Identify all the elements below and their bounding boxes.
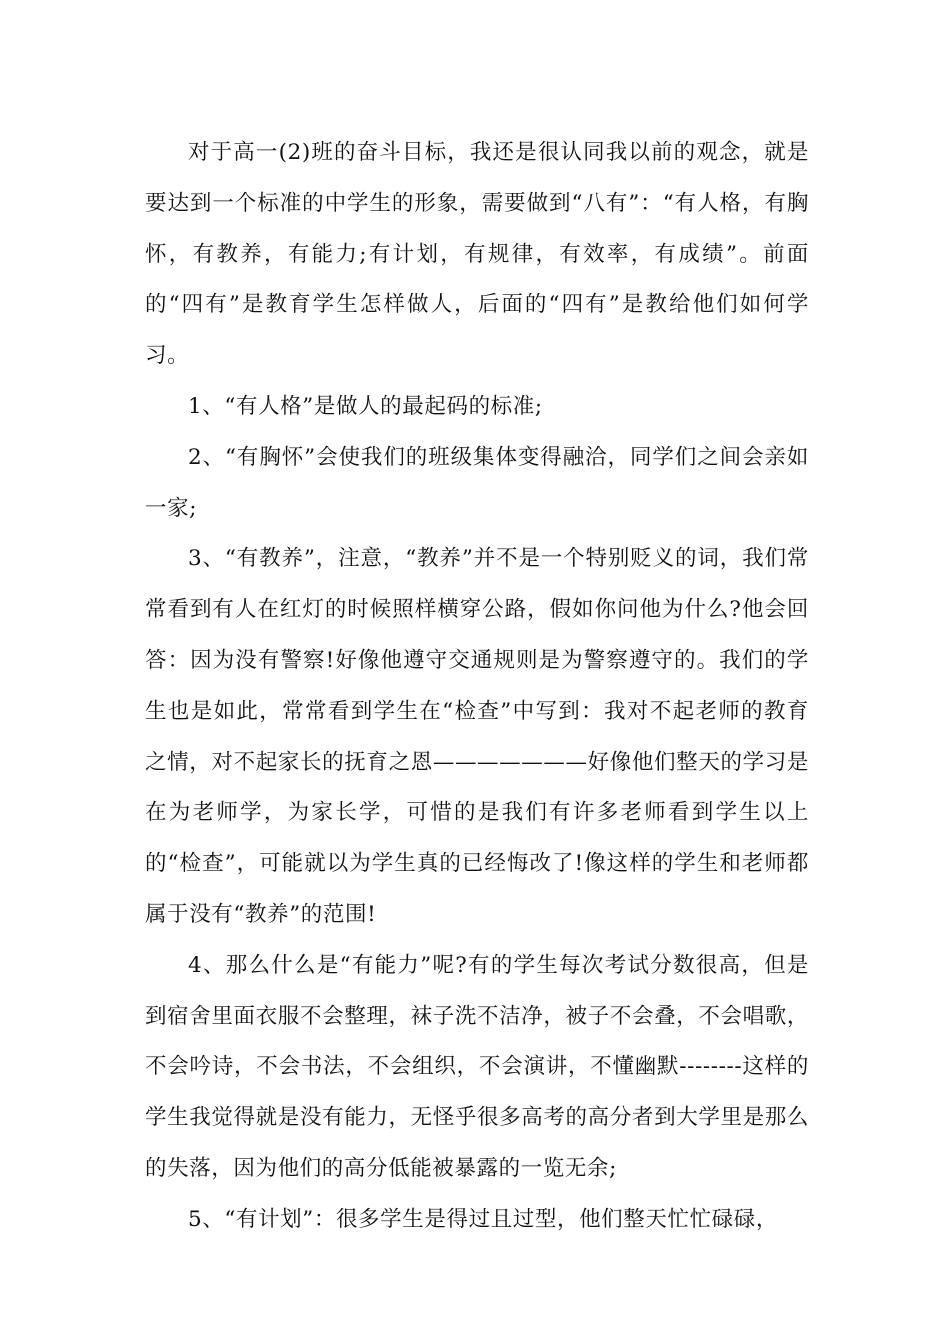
paragraph-goal-intro: 对于高一(2)班的奋斗目标，我还是很认同我以前的观念，就是要达到一个标准的中学生的形象，需要做到“八有”：“有人格，有胸怀，有教养，有能力;有计划，有规律，有效率，有成绩”。前面的“四有”是教育学生怎样做人，后面的“四有”是教给他们如何学习。	[145, 140, 809, 369]
paragraph-item-3: 3、“有教养”，注意，“教养”并不是一个特别贬义的词，我们常常看到有人在红灯的时候照样横穿公路，假如你问他为什么?他会回答：因为没有警察!好像他遵守交通规则是为警察遵守的。我们的学生也是如此，常常看到学生在“检查”中写到：我对不起老师的教育之情，对不起家长的抚育之恩———————好像他们整天的学习是在为老师学，为家长学，可惜的是我们有许多老师看到学生以上的“检查”，可能就以为学生真的已经悔改了!像这样的学生和老师都属于没有“教养”的范围!	[145, 546, 809, 927]
document-body	[145, 128, 809, 1246]
paragraph-item-1: 1、“有人格”是做人的最起码的标准;	[188, 393, 543, 419]
paragraph-item-5: 5、“有计划”：很多学生是得过且过型，他们整天忙忙碌碌，	[188, 1206, 778, 1232]
paragraph-item-2: 2、“有胸怀”会使我们的班级集体变得融洽，同学们之间会亲如一家;	[145, 444, 809, 521]
paragraph-item-4: 4、那么什么是“有能力”呢?有的学生每次考试分数很高，但是到宿舍里面衣服不会整理，袜子洗不洁净，被子不会叠，不会唱歌，不会吟诗，不会书法，不会组织，不会演讲，不懂幽默--------这样的学生我觉得就是没有能力，无怪乎很多高考的高分者到大学里是那么的失落，因为他们的高分低能被暴露的一览无余;	[145, 952, 809, 1181]
